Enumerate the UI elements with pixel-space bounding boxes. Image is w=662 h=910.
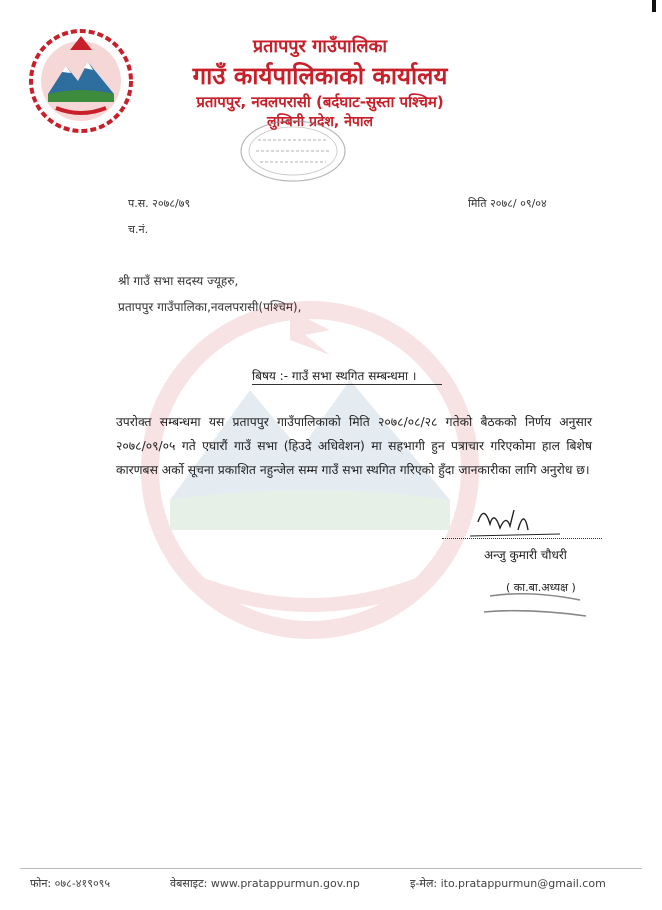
office-location: प्रतापपुर, नवलपरासी (बर्दघाट-सुस्ता पश्चिम) (196, 93, 444, 111)
recipient-line-1: श्री गाउँ सभा सदस्य ज्यूहरु, (118, 274, 239, 288)
dispatch-number: च.नं. (128, 223, 149, 236)
province-name: लुम्बिनी प्रदेश, नेपाल (267, 114, 373, 130)
signer-role: ( का.बा.अध्यक्ष ) (506, 581, 576, 594)
footer-phone (30, 876, 110, 891)
signer-name: अन्जु कुमारी चौधरी (484, 548, 567, 562)
subject-underline (252, 384, 442, 385)
footer-email (410, 876, 606, 891)
website-label: वेबसाइट: (170, 877, 208, 890)
website-url[interactable]: www.pratappurmun.gov.np (210, 877, 360, 890)
office-name: गाउँ कार्यपालिकाको कार्यालय (192, 62, 448, 90)
footer-website (170, 876, 360, 891)
recipient-line-2: प्रतापपुर गाउँपालिका,नवलपरासी(पश्चिम), (118, 300, 302, 314)
reference-number: प.स. २०७८/७९ (128, 197, 191, 210)
phone-number: ०७८-४१९०९५ (54, 877, 111, 890)
phone-label: फोन: (30, 877, 52, 890)
scan-corner-mark (652, 0, 656, 12)
letter-subject: बिषय :- गाउँ सभा स्थगित सम्बन्धमा । (252, 369, 417, 383)
office-stamp (238, 118, 348, 184)
email-address[interactable]: ito.pratappurmun@gmail.com (440, 877, 606, 890)
handwritten-signature (440, 500, 610, 630)
nepal-government-emblem (26, 26, 136, 136)
email-label: इ-मेल: (410, 877, 438, 890)
footer-divider (20, 868, 642, 869)
signature-line (442, 538, 602, 539)
letter-body: उपरोक्त सम्बन्धमा यस प्रतापपुर गाउँपालिकाको मिति २०७८/०८/२८ गतेको बैठकको निर्णय अनुसार २०७८/०९/०५ गते एघारौं गाउँ सभा (हिउदे अधिवेशन) मा सहभागी हुन पत्राचार गरिएकोमा हाल बिशेष कारणबस अर्को सूचना प्रकाशित नहुन्जेल सम्म गाउँ सभा स्थगित गरिएको हुँदा जानकारीका लागि अनुरोध छ। (116, 415, 592, 477)
municipality-name: प्रतापपुर गाउँपालिका (252, 36, 388, 57)
letter-date: मिति २०७८/ ०९/०४ (468, 197, 547, 210)
